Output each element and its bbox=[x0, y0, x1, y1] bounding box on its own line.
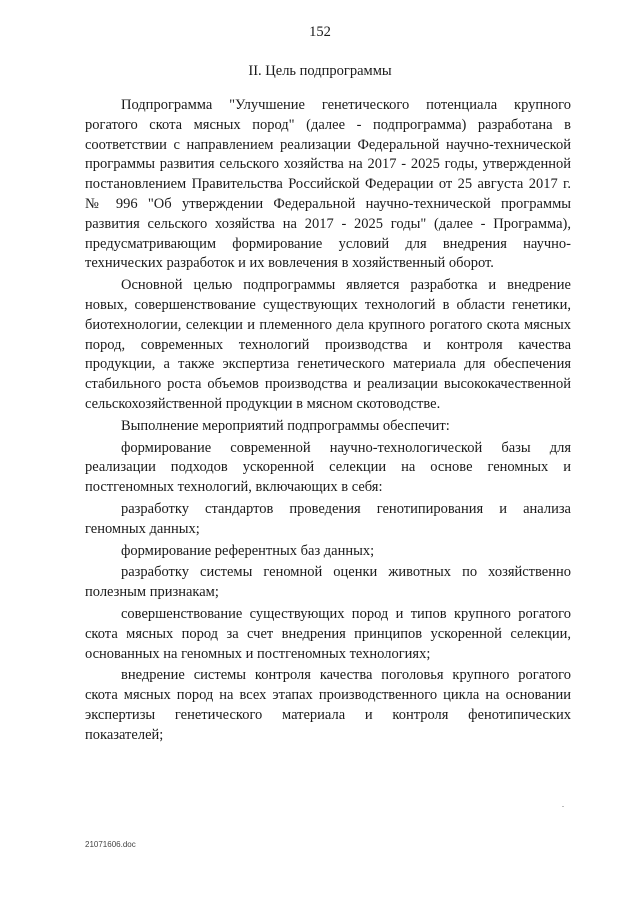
list-item: внедрение системы контроля качества поголовья крупного рогатого скота мясных пород на всех этапах производственного цикла на основании экспертизы генетического материала и контроля фенотипических показателей; bbox=[85, 667, 571, 743]
list-item: разработку стандартов проведения генотипирования и анализа геномных данных; bbox=[85, 500, 571, 537]
list-item: формирование современной научно-технологической базы для реализации подходов ускоренной селекции на основе геномных и постгеномных технологий, включающих в себя: bbox=[85, 439, 571, 496]
paragraph-main-goal: Основной целью подпрограммы является разработка и внедрение новых, совершенствование существующих технологий в области генетики, биотехнологии, селекции и племенного дела крупного рогатого скота мясных пород, современных технологий производства и контроля качества продукции, а также экспертиза генетического материала для обеспечения стабильного роста объемов производства и реализации высококачественной сельскохозяйственной продукции в мясном скотоводстве. bbox=[85, 277, 571, 412]
list-item: совершенствование существующих пород и типов крупного рогатого скота мясных пород за счет внедрения принципов ускоренной селекции, основанных на геномных и постгеномных технологиях; bbox=[85, 605, 571, 662]
list-item: разработку системы геномной оценки животных по хозяйственно полезным признакам; bbox=[85, 564, 571, 601]
scan-speck bbox=[562, 806, 564, 807]
section-title: II. Цель подпрограммы bbox=[248, 63, 392, 79]
document-body bbox=[85, 96, 571, 748]
list-item: формирование референтных баз данных; bbox=[121, 542, 375, 559]
footer-filename: 21071606.doc bbox=[85, 840, 136, 849]
page-number: 152 bbox=[309, 24, 331, 40]
paragraph-outcomes-lead: Выполнение мероприятий подпрограммы обеспечит: bbox=[121, 417, 450, 434]
paragraph-intro: Подпрограмма "Улучшение генетического потенциала крупного рогатого скота мясных пород" (далее - подпрограмма) разработана в соответствии с направлением реализации Федеральной научно-технической программы развития сельского хозяйства на 2017 - 2025 годы, утвержденной постановлением Правительства Российской Федерации от 25 августа 2017 г. № 996 "Об утверждении Федеральной научно-технической программы развития сельского хозяйства на 2017 - 2025 годы" (далее - Программа), предусматривающим формирование условий для внедрения научно-технических разработок и их вовлечения в хозяйственный оборот. bbox=[85, 97, 571, 272]
